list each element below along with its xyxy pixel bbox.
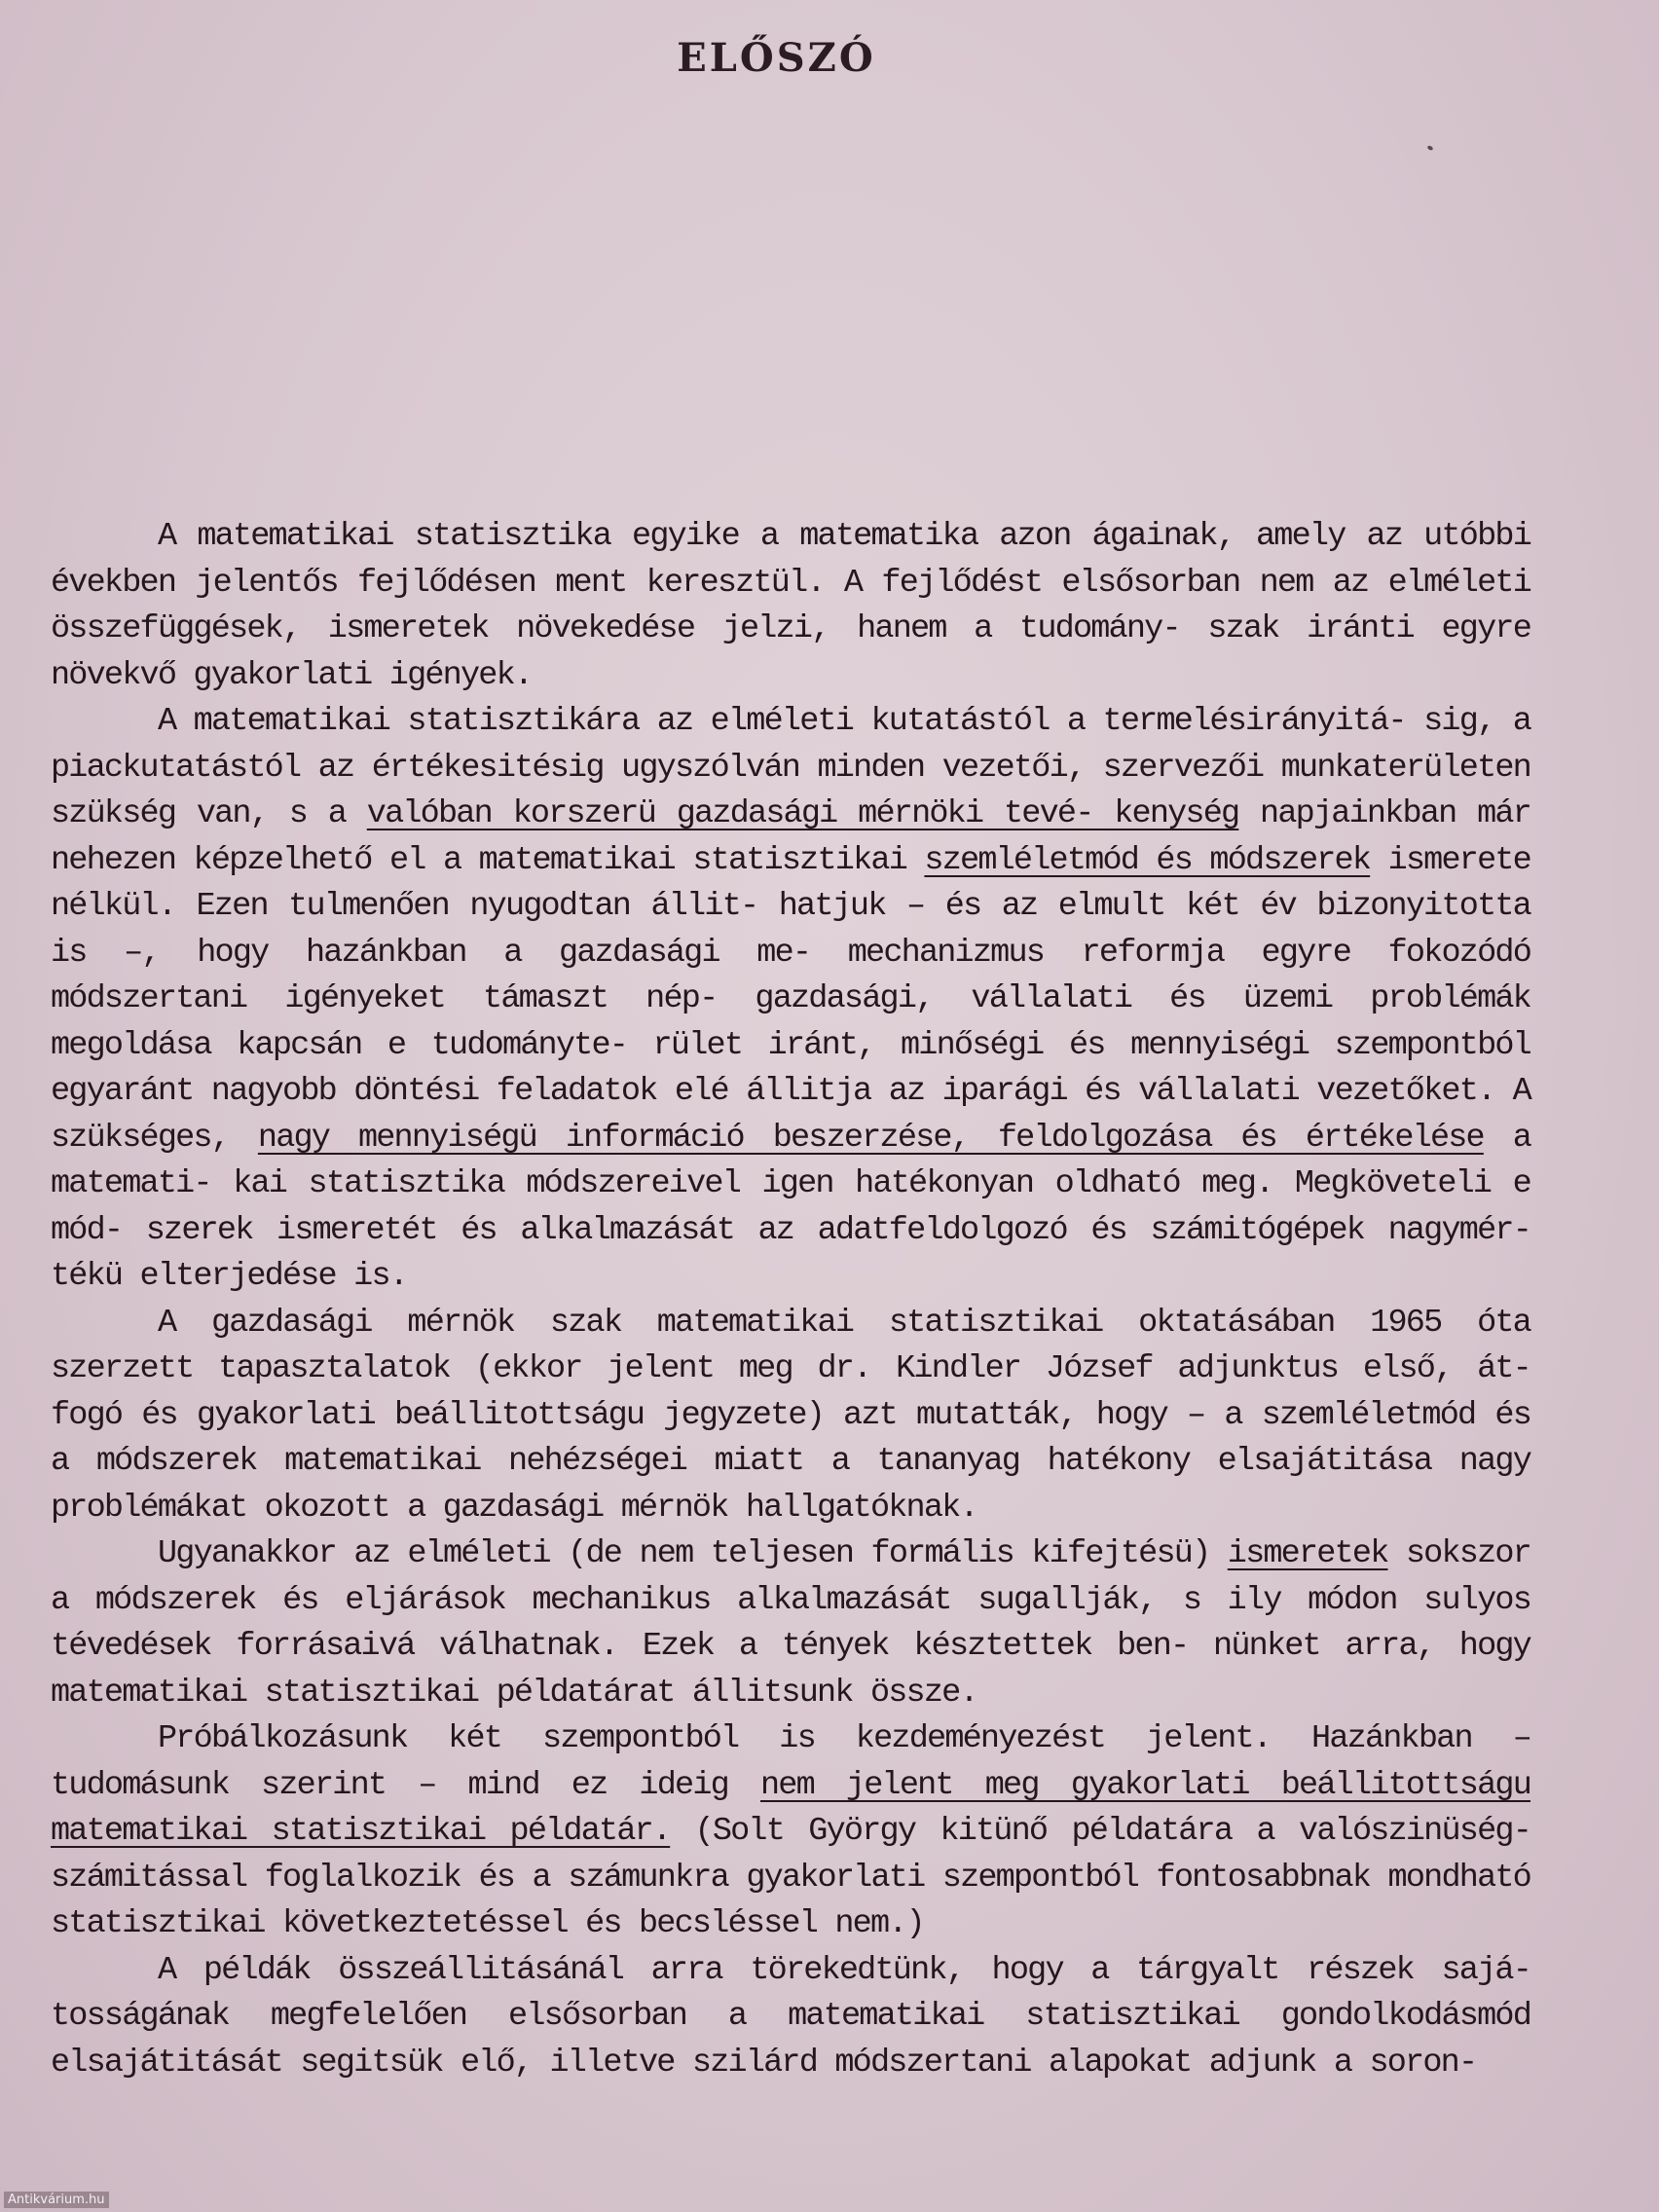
text-run: a matemati- kai statisztika módszereivel igen hatékonyan oldható meg. Megköveteli e mód- szerek ismeretét és alkalmazását az adatfeldolgozó és számitógépek nagymér- tékü elterjedése is.: [51, 1119, 1531, 1295]
paragraph: [51, 514, 1530, 699]
watermark-label: Antikvárium.hu: [4, 2192, 109, 2208]
underlined-phrase: nem jelent meg gyakorlati beállitottságu matematikai statisztikai példatár.: [51, 1766, 1530, 1850]
paragraph: [51, 1301, 1530, 1532]
text-run: A matematikai statisztika egyike a matematika azon ágainak, amely az utóbbi években jelentős fejlődésen ment keresztül. A fejlődést elsősorban nem az elméleti összefüggések, ismeretek növekedése jelzi, hanem a tudomány- szak iránti egyre növekvő gyakorlati igények.: [51, 518, 1530, 694]
text-run: A gazdasági mérnök szak matematikai statisztikai oktatásában 1965 óta szerzett tapasztalatok (ekkor jelent meg dr. Kindler József adjunktus első, át- fogó és gyakorlati beállitottságu jegyzete) azt mutatták, hogy – a szemléletmód és a módszerek matematikai nehézségei miatt a tananyag hatékony elsajátitása nagy problémákat okozott a gazdasági mérnök hallgatóknak.: [51, 1304, 1530, 1527]
text-run: (Solt György kitünő példatára a valószinüség- számitással foglalkozik és a számunkra gyakorlati szempontból fontosabbnak mondható statisztikai következtetéssel és becsléssel nem.): [51, 1813, 1531, 1942]
paragraph: [51, 1531, 1530, 1716]
text-run: Próbálkozásunk két szempontból is kezdeményezést jelent. Hazánkban – tudomásunk szerint – mind ez ideig: [51, 1720, 1530, 1804]
text-run: sokszor a módszerek és eljárások mechanikus alkalmazását sugallják, s ily módon sulyos tévedések forrásaivá válhatnak. Ezek a tények késztettek ben- nünket arra, hogy matematikai statisztikai példatárat állitsunk össze.: [51, 1535, 1530, 1712]
underlined-phrase: valóban korszerü gazdasági mérnöki tevé- kenység: [366, 795, 1239, 832]
text-run: A matematikai statisztikára az elméleti kutatástól a termelésirányitá- sig, a piackutatástól az értékesitésig ugyszólván minden vezetői, szervezői munkaterületen szükség van, s a: [51, 703, 1530, 832]
text-run: ismerete nélkül. Ezen tulmenően nyugodtan állit- hatjuk – és az elmult két év bizonyitotta is –, hogy hazánkban a gazdasági me- mechanizmus reformja egyre fokozódó módszertani igényeket támaszt nép- gazdasági, vállalati és üzemi problémák megoldása kapcsán e tudományte- rület iránt, minőségi és mennyiségi szempontból egyaránt nagyobb döntési feladatok elé állitja az iparági és vállalati vezetőket. A szükséges,: [51, 841, 1530, 1157]
text-run: Ugyanakkor az elméleti (de nem teljesen formális kifejtésü): [158, 1535, 1228, 1572]
page-title: ELŐSZÓ: [677, 35, 876, 81]
text-run: napjainkban már nehezen képzelhető el a matematikai statisztikai: [51, 795, 1531, 879]
underlined-phrase: nagy mennyiségü információ beszerzése, feldolgozása és értékelése: [257, 1119, 1484, 1157]
underlined-phrase: szemléletmód és módszerek: [924, 841, 1371, 879]
preface-body: [51, 514, 1530, 2086]
paragraph: [51, 699, 1530, 1301]
paragraph: [51, 1948, 1530, 2087]
underlined-phrase: ismeretek: [1227, 1535, 1388, 1572]
paragraph: [51, 1716, 1530, 1948]
text-run: A példák összeállitásánál arra törekedtünk, hogy a tárgyalt részek sajá- tosságának megfelelően elsősorban a matematikai statisztikai gondolkodásmód elsajátitását segitsük elő, illetve szilárd módszertani alapokat adjunk a soron-: [51, 1951, 1530, 2082]
paper-speck: [1426, 145, 1433, 151]
